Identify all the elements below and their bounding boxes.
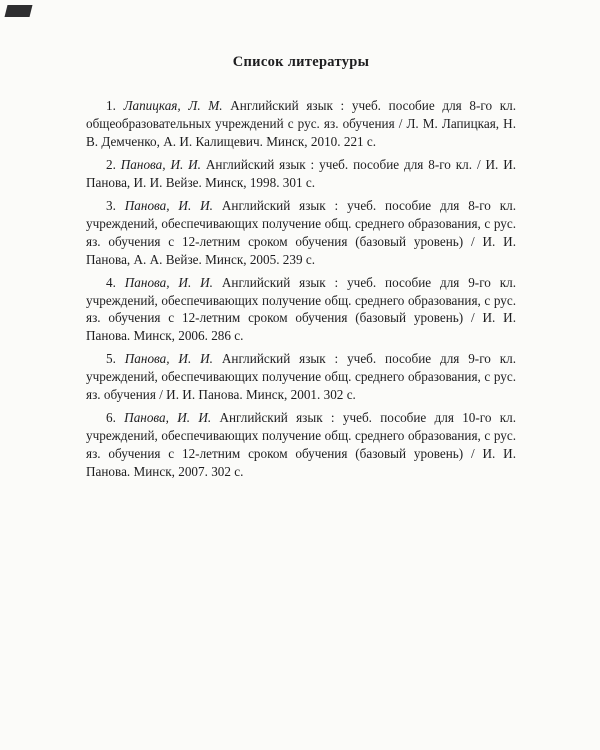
reference-number: 6. [106,410,116,426]
reference-authors: Панова, И. И. [124,274,213,290]
reference-text: Английский язык : учеб. пособие для 8-го кл. учреждений, обеспечивающих получение общ. среднего образования, с рус. яз. обучения с 12-летним сроком обучения (базовый уровень) / И. И. Панова, А. А. Вейзе. Минск, 2005. 239 с. [86,197,517,267]
reference-authors: Лапицкая, Л. М. [123,98,223,113]
reference-item [86,350,516,404]
reference-text: Английский язык : учеб. пособие для 9-го кл. учреждений, обеспечивающих получение общ. среднего образования, с рус. яз. обучения / И. И. Панова. Минск, 2001. 302 с. [86,351,517,403]
reference-text: Английский язык : учеб. пособие для 9-го кл. учреждений, обеспечивающих получение общ. среднего образования, с рус. яз. обучения с 12-летним сроком обучения (базовый уровень) / И. И. Панова. Минск, 2006. 286 с. [86,274,517,344]
reference-number: 1. [106,98,116,113]
reference-authors: Панова, И. И. [124,351,213,367]
page-title: Список литературы [232,54,370,70]
scan-artifact [5,5,33,17]
reference-authors: Панова, И. И. [124,197,213,213]
bibliography [86,54,516,486]
reference-number: 2. [106,156,116,172]
reference-authors: Панова, И. И. [120,156,201,172]
reference-number: 5. [106,351,116,367]
reference-number: 4. [106,274,116,290]
reference-authors: Панова, И. И. [124,410,212,426]
reference-item [86,409,516,481]
reference-text: Английский язык : учеб. пособие для 8-го кл. / И. И. Панова, И. И. Вейзе. Минск, 1998. 301 с. [86,156,517,190]
reference-item [86,197,516,269]
reference-item [86,156,516,192]
reference-number: 3. [106,197,116,213]
reference-text: Английский язык : учеб. пособие для 8-го кл. общеобразовательных учреждений с рус. яз. обучения / Л. М. Лапицкая, Н. В. Демченко, А. И. Калищевич. Минск, 2010. 221 с. [86,98,516,149]
reference-item [86,274,516,346]
reference-item [86,97,516,151]
reference-text: Английский язык : учеб. пособие для 10-го кл. учреждений, обеспечивающих получение общ. среднего образования, с рус. яз. обучения с 12-летним сроком обучения (базовый уровень) / И. И. Панова. Минск, 2007. 302 с. [86,410,517,480]
